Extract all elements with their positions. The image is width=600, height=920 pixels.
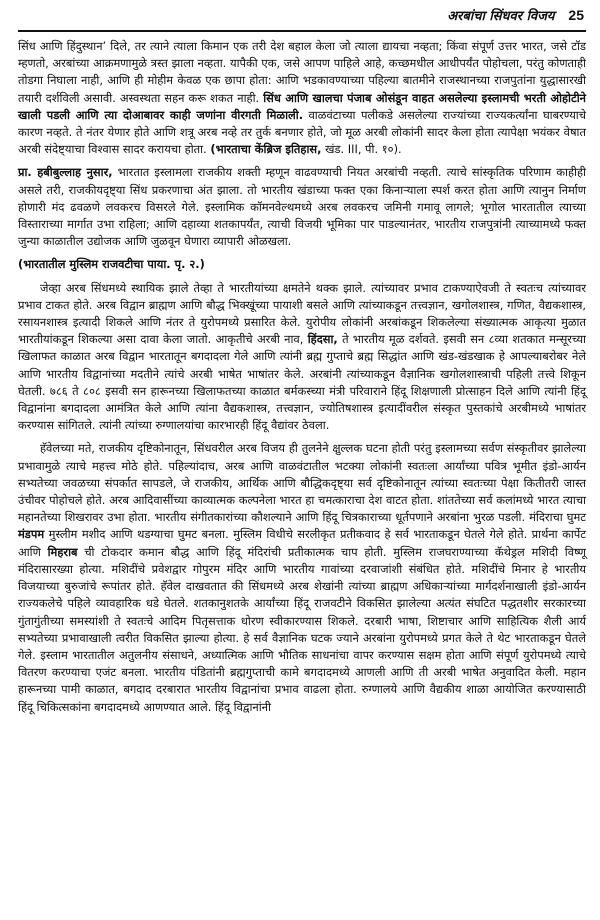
- paragraph-2: [18, 164, 586, 250]
- paragraph-3-text-a: जेव्हा अरब सिंधमध्ये स्थायिक झाले तेव्हा ते भारतीयांच्या क्षमतेने थक्क झाले. त्यांच्यावर प्रभाव टाकण्याऐवजी ते स्वतःच त्यांच्यावर प्रभाव टाकत होते. अरब विद्वान ब्राह्मण आणि बौद्ध भिक्खूंच्या पायाशी बसले आणि त्यांच्याकडून तत्त्वज्ञान, खगोलशास्त्र, गणित, वैद्यकशास्त्र, रसायनशास्त्र इत्यादी शिकले आणि नंतर ते युरोपमध्ये प्रसारित केले. युरोपीय लोकांनी अरबांकडून शिकलेल्या संख्यात्मक आकृत्या मुळात भारतीयांकडून शिकल्या असा दावा केला जातो. आकृतीचे अरबी नाव,: [18, 280, 586, 347]
- paragraph-1-citation-title: (भारताचा केंब्रिज इतिहास,: [210, 142, 322, 157]
- paragraph-3-text-c: ते भारतीय मूळ दर्शवते. इसवी सन ८व्या शतकात मन्सूरच्या खिलाफत काळात अरब विद्वान भारतातून बगदादला गेले आणि त्यांनी ब्रह्म गुप्ताचे ब्रह्म सिद्धांत आणि खंड-खंडखाक हे आपल्याबरोबर नेले आणि भारतीय विद्वानांच्या मदतीने त्यांचे अरबी भाषेत भाषांतर केले. अरबांनी त्यांच्याकडून वैज्ञानिक खगोलशास्त्राची पहिली तत्त्वे शिकून घेतली. ७८६ ते ८०८ इसवी सन हारूनच्या खिलाफतच्या काळात बर्मकस्च्या मंत्री परिवाराने हिंदू शिक्षणाली प्रोत्साहन दिले आणि त्यांनी हिंदू विद्वानांना बगदादला आमंत्रित केले आणि त्यांना वैद्यकशास्त्र, तत्त्वज्ञान, ज्योतिषशास्त्र इत्यादींवरील संस्कृत पुस्तकांचे अरबीमध्ये भाषांतर करण्यास सांगितले. त्यांनी त्यांच्या रुग्णालयांचा कारभारही हिंदू वैद्यांवर ठेवला.: [18, 332, 586, 433]
- page-header: [18, 0, 586, 32]
- paragraph-2-author: प्रा. हबीबुल्लाह नुसार,: [18, 165, 113, 180]
- page-number: 25: [568, 7, 584, 23]
- paragraph-4-text-e: ची टोकदार कमान बौद्ध आणि हिंदू मंदिरांची प्रतीकात्मक चाप होती. मुस्लिम राजघराण्याच्या कॅथेड्रल मशिदी विष्णू मंदिरासारख्या होत्या. मशिदींचे प्रवेशद्वार गोपुरम मंदिर आणि भारतीय गावांच्या दरवाजांशी संबंधित होते. मशिदींचे मिनार हे भारतीय विजयाच्या बुरुजांचे रूपांतर होते. हॅवेल दाखवतात की सिंधमध्ये अरब शेखांनी त्यांच्या ब्राह्मण अधिकाऱ्यांच्या मार्गदर्शनाखाली इंडो-आर्यन राज्यकलेचे पहिले व्यावहारिक धडे घेतले. शतकानुशतके आर्यांच्या हिंदू राजवटीने विकसित झालेल्या अत्यंत संघटित पद्धतशीर सरकारच्या गुंतागुंतीच्या समस्यांशी ते स्वतःचे आदिम पितृसत्ताक धोरण स्वीकारण्यास शिकले. दरबारी भाषा, शिष्टाचार आणि साहित्यिक शैली आर्य सभ्यतेच्या प्रभावाखाली त्वरीत विकसित झाल्या होत्या. हे सर्व वैज्ञानिक घटक ज्याने अरबांना युरोपमध्ये प्रगत केले ते थेट भारताकडून घेतले गेले. इस्लाम भारतातील अतुलनीय संसाधने, अध्यात्मिक आणि भौतिक साधनांचा वापर करण्यास सक्षम होता आणि संपूर्ण युरोपमध्ये त्याचे वितरण करण्याचा एजंट बनला. भारतीय पंडितांनी ब्रह्मगुप्ताची कामे बगदादमध्ये आणली आणि ती अरबी भाषेत अनुवादित केली. महान हारूनच्या पामी काळात, बगदाद दरबारात भारतीय विद्वानांचा प्रभाव वाढला होता. रुग्णालये आणि वैद्यकीय शाळा आयोजित करण्यासाठी हिंदू चिकित्सकांना बगदादमध्ये आणण्यात आले. हिंदू विद्वानांनी: [18, 544, 586, 714]
- paragraph-4-bold-term-mandapam: मंडपम: [18, 527, 45, 542]
- running-title: अरबांचा सिंधवर विजय: [447, 9, 555, 24]
- paragraph-2-citation: (भारतातील मुस्लिम राजवटीचा पाया. पृ. २.): [18, 257, 205, 272]
- paragraph-2-text: भारतात इस्लामला राजकीय शक्ती म्हणून वाढवण्याची नियत अरबांची नव्हती. त्याचे सांस्कृतिक परिणाम काहीही असले तरी, राजकीयदृष्ट्या सिंध प्रकरणाचा अंत झाला. तो भारतीय खंडाच्या फक्त एका किनाऱ्याला स्पर्श करत होता आणि त्यानुन निर्माण होणारी मंद ढवळणे लवकरच विसरले गेले. इस्लामिक कॉमनवेल्थमध्ये अरब लवकरच जमिनी गमावू लागले; भूगोल भारतातील त्याच्या विस्ताराच्या मार्गात उभा राहिला; आणि दहाव्या शतकापर्यंत, त्याची विजयी भूमिका पार पाडल्यानंतर, भारतीय राजपुत्रांनी त्याच्यामध्ये फक्त जुन्या काळातील उद्योजक आणि जुळवून घेणारा व्यापारी ओळखला.: [18, 165, 587, 249]
- paragraph-4: [18, 440, 586, 715]
- paragraph-1-text-a: सिंध आणि हिंदुस्थान’ दिले, तर त्याने त्याला किमान एक तरी देश बहाल केला जो त्याला द्यायचा नव्हता; किंवा संपूर्ण उत्तर भारत, जसे टॉड म्हणतो, अरबांच्या आक्रमणामुळे त्रस्त झाला नव्हता. यापैकी एक, जसे आपण पाहिले आहे, कच्छमधील आधीपर्यंत पोहोचला, परंतु कोणताही तोडगा निघाला नाही, आणि ही मोहीम केवळ एक छापा होता: आणि भडकावण्याच्या पहिल्या बातमीने राजस्थानच्या राजपुतांना युद्धासारखी तयारी दर्शविली असावी. अस्वस्थता सहन करू शकत नाही.: [18, 39, 586, 105]
- paragraph-1: [18, 38, 586, 158]
- paragraph-4-bold-term-mihrab: मिहराब: [47, 544, 78, 559]
- paragraph-1-citation-detail: खंड. III, पी. १०).: [321, 142, 402, 157]
- paragraph-3-bold-term: हिंदसा,: [307, 332, 338, 347]
- paragraph-1-bold-quote: सिंध आणि खालचा पंजाब ओसंडून वाहत असलेल्या इस्लामची भरती ओहोटीने खाली पडली आणि त्या दोआबावर काही जणांना वीरगती मिळाली.: [18, 90, 586, 122]
- paragraph-1-text-c: वाळवंटाच्या पलीकडे असलेल्या राज्यांच्या राज्यकर्त्यांना घाबरण्याचे कारण नव्हते. ते नंतर येणार होते आणि शत्रू अरब नव्हे तर तुर्क बनणार होते, जो मूळ अरबी लोकांनी सादर केला होता त्यापेक्षा भयंकर वेषात अरबी संदेष्ट्याचा विश्वास सादर करायचा होता.: [18, 107, 586, 157]
- paragraph-4-text-a: हॅवेलच्या मते, राजकीय दृष्टिकोनातून, सिंधवरील अरब विजय ही तुलनेने क्षुल्लक घटना होती परंतु इस्लामच्या सर्वण संस्कृतीवर झालेल्या प्रभावामुळे त्याचे महत्त्व मोठे होते. पहिल्यांदाच, अरब आणि वाळवंटातील भटक्या लोकांनी स्वतःला आर्यांच्या पवित्र भूमीत इंडो-आर्यन सभ्यतेच्या जवळच्या संपर्कात सापडले, जे राजकीय, आर्थिक आणि बौद्धिकदृष्ट्या सर्व दृष्टिकोनातून त्यांच्या स्वतःच्या पेक्षा कितीतरी जास्त उंचीवर पोहोचले होते. अरब आदिवासींच्या काव्यात्मक कल्पनेला भारत हा चमत्काराचा देश वाटत होता. शांततेच्या सर्व कलांमध्ये भारत त्याचा महानतेच्या शिखरावर उभा होता. भारतीय संगीतकारांच्या कौशल्याने आणि हिंदू चित्रकाराच्या धूर्तपणाने अरबांना भुरळ पडली. मंदिराचा घुमट: [18, 441, 586, 525]
- paragraph-4-text-c: मुस्लीम मशीद आणि थडग्याचा घुमट बनला. मुस्लिम विधीचे सरलीकृत प्रतीकवाद हे सर्व भारताकडून घेतले गेले होते. प्रार्थना कार्पेट आणि: [18, 527, 586, 559]
- paragraph-3: [18, 280, 586, 435]
